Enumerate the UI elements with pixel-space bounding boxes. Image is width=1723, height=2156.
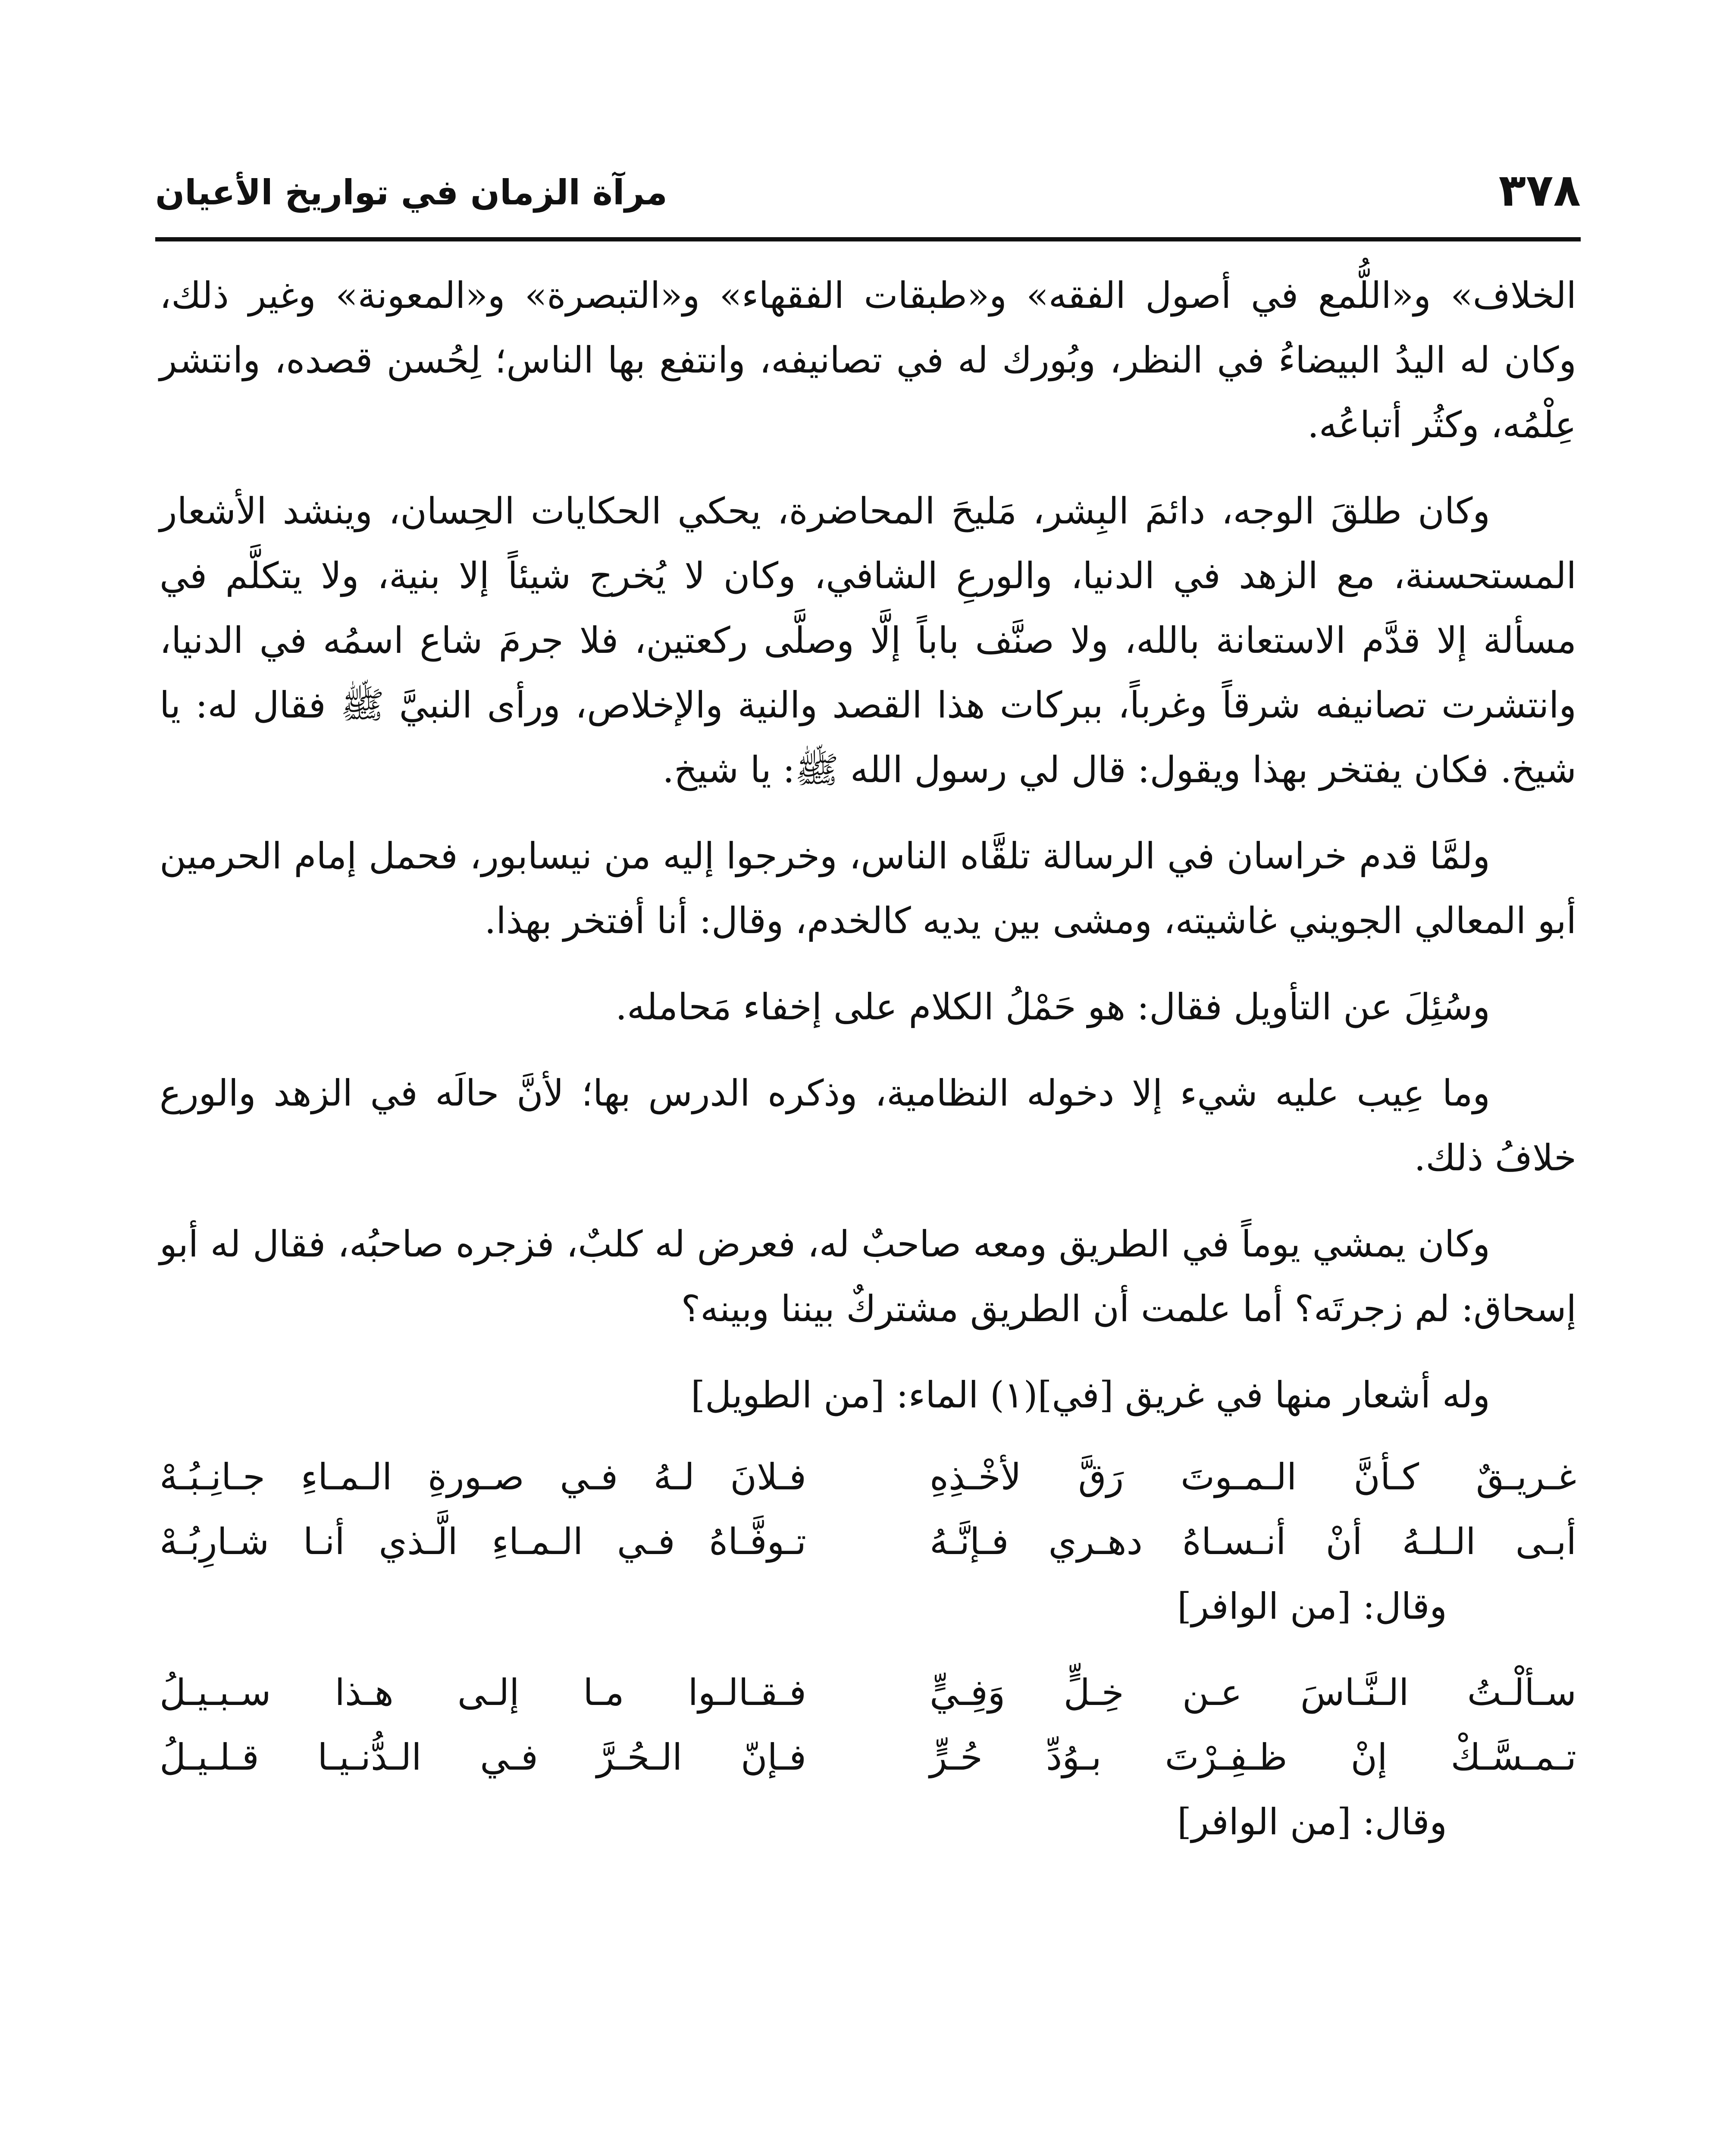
poem-2 bbox=[160, 1660, 1576, 1789]
page-header bbox=[155, 155, 1581, 241]
paragraph: وما عِيب عليه شيء إلا دخوله النظامية، وذكره الدرس بها؛ لأنَّ حالَه في الزهد والورع خلافُ ذلك. bbox=[160, 1072, 1576, 1179]
verse-first-hemistich: سـألْـتُ الـنَّـاسَ عـن خِـلٍّ وَفِـيٍّ bbox=[930, 1671, 1576, 1714]
poetry-intro: وله أشعار منها في غريق [في](١) الماء: [من الطويل] bbox=[691, 1374, 1490, 1416]
verse-line bbox=[160, 1660, 1576, 1725]
verse-second-hemistich: فـإنّ الـحُـرَّ فـي الـدُّنـيـا قـلـيـلُ bbox=[160, 1736, 806, 1778]
verse-line bbox=[160, 1509, 1576, 1574]
verse-line bbox=[160, 1445, 1576, 1509]
poem-1 bbox=[160, 1445, 1576, 1574]
verse-second-hemistich: فـلانَ لـهُ فـي صـورةِ الـمـاءِ جـانِـبُـهْ bbox=[160, 1456, 806, 1498]
paragraph: ولمَّا قدم خراسان في الرسالة تلقَّاه الناس، وخرجوا إليه من نيسابور، فحمل إمام الحرمين أبو المعالي الجويني غاشيته، ومشى بين يديه كالخدم، وقال: أنا أفتخر بهذا. bbox=[160, 835, 1576, 942]
page-number: ٣٧٨ bbox=[1498, 164, 1581, 216]
verse-second-hemistich: تـوفَّـاهُ فـي الـمـاءِ الَّـذي أنـا شـارِبُـهْ bbox=[160, 1520, 806, 1563]
paragraph: الخلاف» و«اللُّمع في أصول الفقه» و«طبقات الفقهاء» و«التبصرة» و«المعونة» وغير ذلك، وكان له اليدُ البيضاءُ في النظر، وبُورك له في تصانيفه، وانتفع بها الناس؛ لِحُسن قصده، وانتشر عِلْمُه، وكثُر أتباعُه. bbox=[160, 274, 1576, 446]
verse-second-hemistich: فـقـالـوا مـا إلـى هـذا سـبـيـلُ bbox=[160, 1671, 806, 1714]
paragraph: وكان طلقَ الوجه، دائمَ البِشر، مَليحَ المحاضرة، يحكي الحكايات الحِسان، وينشد الأشعار المستحسنة، مع الزهد في الدنيا، والورعِ الشافي، وكان لا يُخرج شيئاً إلا بنية، ولا يتكلَّم في مسألة إلا قدَّم الاستعانة بالله، ولا صنَّف باباً إلَّا وصلَّى ركعتين، فلا جرمَ شاع اسمُه في الدنيا، وانتشرت تصانيفه شرقاً وغرباً، ببركات هذا القصد والنية والإخلاص، ورأى النبيَّ ﷺ فقال له: يا شيخ. فكان يفتخر بهذا ويقول: قال لي رسول الله ﷺ: يا شيخ. bbox=[160, 490, 1576, 791]
meter-label: وقال: [من الوافر] bbox=[1177, 1801, 1447, 1843]
verse-line bbox=[160, 1725, 1576, 1789]
meter-label: وقال: [من الوافر] bbox=[1177, 1585, 1447, 1627]
page-body bbox=[160, 263, 1576, 1876]
verse-first-hemistich: تـمـسَّـكْ إنْ ظـفِـرْتَ بـوُدِّ حُـرٍّ bbox=[930, 1736, 1576, 1778]
verse-first-hemistich: أبـى الـلـهُ أنْ أنـسـاهُ دهـري فـإنَّـهُ bbox=[930, 1520, 1576, 1563]
running-title: مرآة الزمان في تواريخ الأعيان bbox=[155, 172, 667, 213]
paragraph: وسُئِلَ عن التأويل فقال: هو حَمْلُ الكلام على إخفاء مَحامله. bbox=[615, 986, 1490, 1028]
paragraph: وكان يمشي يوماً في الطريق ومعه صاحبٌ له، فعرض له كلبٌ، فزجره صاحبُه، فقال له أبو إسحاق: لم زجرتَه؟ أما علمت أن الطريق مشتركٌ بيننا وبينه؟ bbox=[160, 1223, 1576, 1330]
verse-first-hemistich: غـريـقٌ كـأنَّ الـمـوتَ رَقَّ لأخْـذِهِ bbox=[930, 1456, 1576, 1498]
